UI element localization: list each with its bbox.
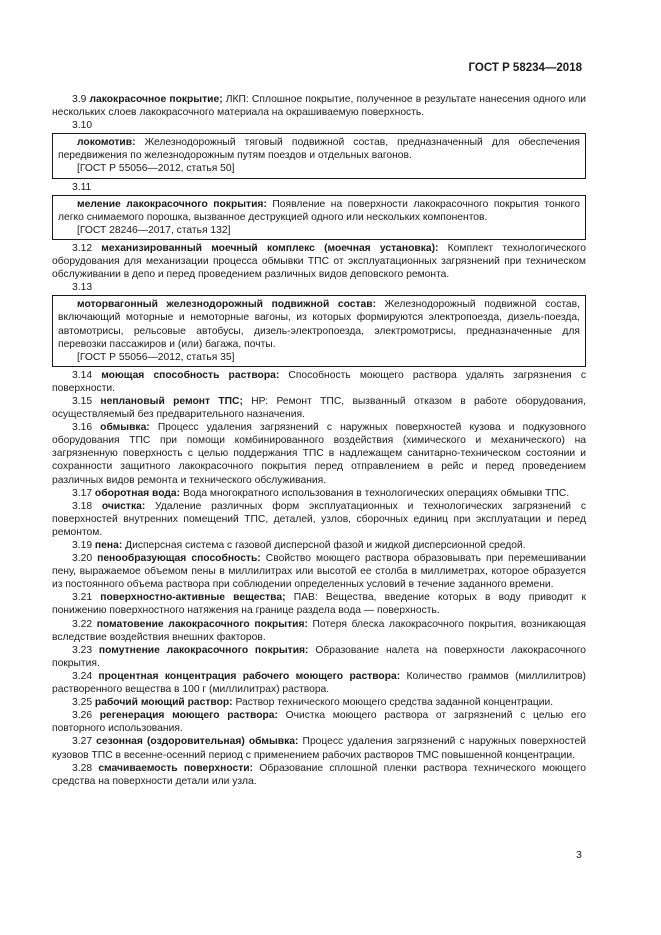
- entry-number: 3.14: [72, 369, 93, 381]
- entry-number: 3.17: [72, 487, 93, 499]
- entry-definition: Количество граммов (миллилитров) растворенного вещества в 100 г (миллилитрах) раствора.: [52, 670, 586, 696]
- entry-source-reference: [ГОСТ Р 55056—2012, статья 35]: [77, 351, 235, 363]
- entry-term: пенообразующая способность:: [97, 553, 261, 565]
- entry-definition: Потеря блеска лакокрасочного покрытия, возникающая вследствие воздействия внешних факторов.: [52, 618, 586, 643]
- entry-3-22: [52, 618, 586, 644]
- entry-3-9: [52, 93, 586, 119]
- entry-number: 3.9: [72, 94, 87, 105]
- entry-3-28: [52, 762, 586, 788]
- entry-3-26: [52, 709, 586, 735]
- entry-term: меление лакокрасочного покрытия:: [77, 198, 267, 210]
- entry-number: 3.15: [72, 395, 93, 407]
- entry-definition: Железнодорожный подвижной состав, включающий моторные и немоторные вагоны, из которых формируются электропоезда, дизель-поезда, автомотрисы, рельсовые автобусы, дизель-электропоезда, электромотрисы, предназначенные для перевозки пассажиров и (или) багажа, почты.: [58, 299, 580, 350]
- entry-definition: Процесс удаления загрязнений с наружных поверхностей кузова и подкузовного оборудования ТПС при помощи комбинированного воздействия (химического и механического) на загрязненную поверхность с целью поддержания ТПС в надлежащем санитарно-техническом состоянии и сохранности защитного лакокрасочного покрытия перед отправлением в рейс и перед проведением различных видов ремонта и технического обслуживания.: [52, 422, 586, 486]
- entry-term: регенерация моющего раствора:: [99, 710, 278, 722]
- entry-3-24: [52, 670, 586, 696]
- entry-term: оборотная вода:: [94, 487, 181, 499]
- entry-3-27: [52, 735, 586, 761]
- entry-term: лакокрасочное покрытие;: [89, 94, 223, 105]
- entry-number: 3.24: [72, 670, 93, 682]
- entry-number: 3.16: [72, 422, 93, 434]
- entry-term: пена:: [94, 540, 123, 551]
- entry-term: моторвагонный железнодорожный подвижной состав:: [77, 299, 377, 311]
- entry-3-25: [52, 696, 586, 709]
- entry-term: механизированный моечный комплекс (моечная установка):: [101, 242, 439, 254]
- entry-definition: Удаление различных форм эксплуатационных и технологических загрязнений с поверхностей внутренних помещений ТПС, деталей, узлов, сборочных единиц при эксплуатации и перед ремонтом.: [52, 500, 586, 538]
- entry-number: 3.18: [72, 500, 93, 512]
- entry-term: сезонная (оздоровительная) обмывка:: [96, 736, 299, 748]
- entry-3-11: [58, 198, 580, 224]
- entry-definition: Железнодорожный тяговый подвижной состав, предназначенный для обеспечения передвижения по железнодорожным путям поездов и отдельных вагонов.: [58, 137, 580, 162]
- entry-3-14: [52, 369, 586, 395]
- entry-number: 3.28: [72, 762, 93, 774]
- entry-definition: ЛКП: Сплошное покрытие, полученное в результате нанесения одного или нескольких слоев лакокрасочного материала на окрашиваемую поверхность.: [52, 94, 586, 119]
- entry-3-13-number: 3.13: [72, 282, 93, 294]
- entry-definition: Способность моющего раствора удалять загрязнения с поверхности.: [52, 369, 586, 394]
- entry-3-13: [58, 298, 580, 350]
- entry-source-reference: [ГОСТ Р 55056—2012, статья 50]: [77, 163, 235, 175]
- entry-number: 3.25: [72, 697, 93, 709]
- entry-3-15: [52, 395, 586, 421]
- document-header-standard: ГОСТ Р 58234—2018: [468, 62, 582, 74]
- entry-term: моющая способность раствора:: [101, 369, 280, 381]
- boxed-entry-3-11: [52, 195, 586, 240]
- entry-3-10: [58, 136, 580, 162]
- document-body: [52, 93, 586, 788]
- entry-3-17: [52, 487, 586, 500]
- entry-term: поматовение лакокрасочного покрытия:: [96, 618, 308, 630]
- entry-3-12: [52, 242, 586, 281]
- entry-definition: НР: Ремонт ТПС, вызванный отказом в работе оборудования, осуществляемый без предварительного назначения.: [52, 395, 586, 421]
- entry-number: 3.27: [72, 736, 93, 748]
- page-number: 3: [576, 849, 582, 861]
- entry-term: обмывка:: [100, 422, 150, 434]
- entry-definition: Раствор технического моющего средства заданной концентрации.: [232, 697, 554, 709]
- entry-source-reference: [ГОСТ 28246—2017, статья 132]: [77, 224, 231, 236]
- entry-term: процентная концентрация рабочего моющего раствора:: [98, 670, 401, 682]
- entry-3-23: [52, 644, 586, 670]
- entry-term: поверхностно-активные вещества;: [100, 592, 286, 604]
- entry-definition: Свойство моющего раствора образовывать при перемешивании пену, выражаемое объемом пены в миллилитрах или высотой ее столба в миллиметрах, которое образуется из постоянного объема раствора при соблюдении определенных условий в течение заданного времени.: [52, 553, 586, 591]
- entry-3-10-number: 3.10: [72, 120, 93, 132]
- entry-definition: Появление на поверхности лакокрасочного покрытия тонкого легко снимаемого порошка, вызванное деструкцией одного или нескольких компонентов.: [58, 198, 580, 223]
- entry-definition: ПАВ: Вещества, введение которых в воду приводит к понижению поверхностного натяжения на границе раздела вода — поверхность.: [52, 592, 586, 617]
- entry-3-20: [52, 552, 586, 591]
- boxed-entry-3-13: [52, 295, 586, 366]
- entry-term: неплановый ремонт ТПС;: [100, 395, 243, 407]
- entry-definition: Процесс удаления загрязнений с наружных поверхностей кузовов ТПС в весенне-осенний период с применением рабочих растворов ТМС повышенной концентрации.: [52, 736, 586, 761]
- entry-3-18: [52, 500, 586, 539]
- entry-term: очистка:: [101, 500, 146, 512]
- entry-number: 3.19: [72, 540, 93, 551]
- entry-number: 3.26: [72, 710, 93, 722]
- entry-number: 3.21: [72, 592, 93, 604]
- entry-definition: Вода многократного использования в технологических операциях обмывки ТПС.: [180, 487, 570, 499]
- entry-definition: Комплект технологического оборудования для механизации процесса обмывки ТПС от эксплуатационных загрязнений при техническом обслуживании в депо и перед проведением различных видов деповского ремонта.: [52, 242, 586, 281]
- entry-3-21: [52, 591, 586, 617]
- entry-number: 3.12: [72, 242, 93, 254]
- entry-term: рабочий моющий раствор:: [94, 697, 233, 709]
- entry-term: помутнение лакокрасочного покрытия:: [98, 644, 309, 656]
- entry-number: 3.20: [72, 553, 93, 565]
- entry-definition: Дисперсная система с газовой дисперсной фазой и жидкой дисперсионной средой.: [122, 540, 526, 551]
- entry-definition: Образование сплошной пленки раствора технического моющего средства на поверхности детали или узла.: [52, 762, 586, 787]
- boxed-entry-3-10: [52, 133, 586, 178]
- entry-3-11-number: 3.11: [72, 181, 92, 193]
- entry-definition: Очистка моющего раствора от загрязнений с целью его повторного использования.: [52, 710, 586, 735]
- entry-term: смачиваемость поверхности:: [98, 762, 254, 774]
- entry-number: 3.23: [72, 644, 93, 656]
- entry-3-16: [52, 421, 586, 486]
- entry-3-19: [52, 539, 586, 552]
- entry-number: 3.22: [72, 618, 93, 630]
- entry-term: локомотив:: [77, 137, 136, 149]
- entry-definition: Образование налета на поверхности лакокрасочного покрытия.: [52, 644, 586, 669]
